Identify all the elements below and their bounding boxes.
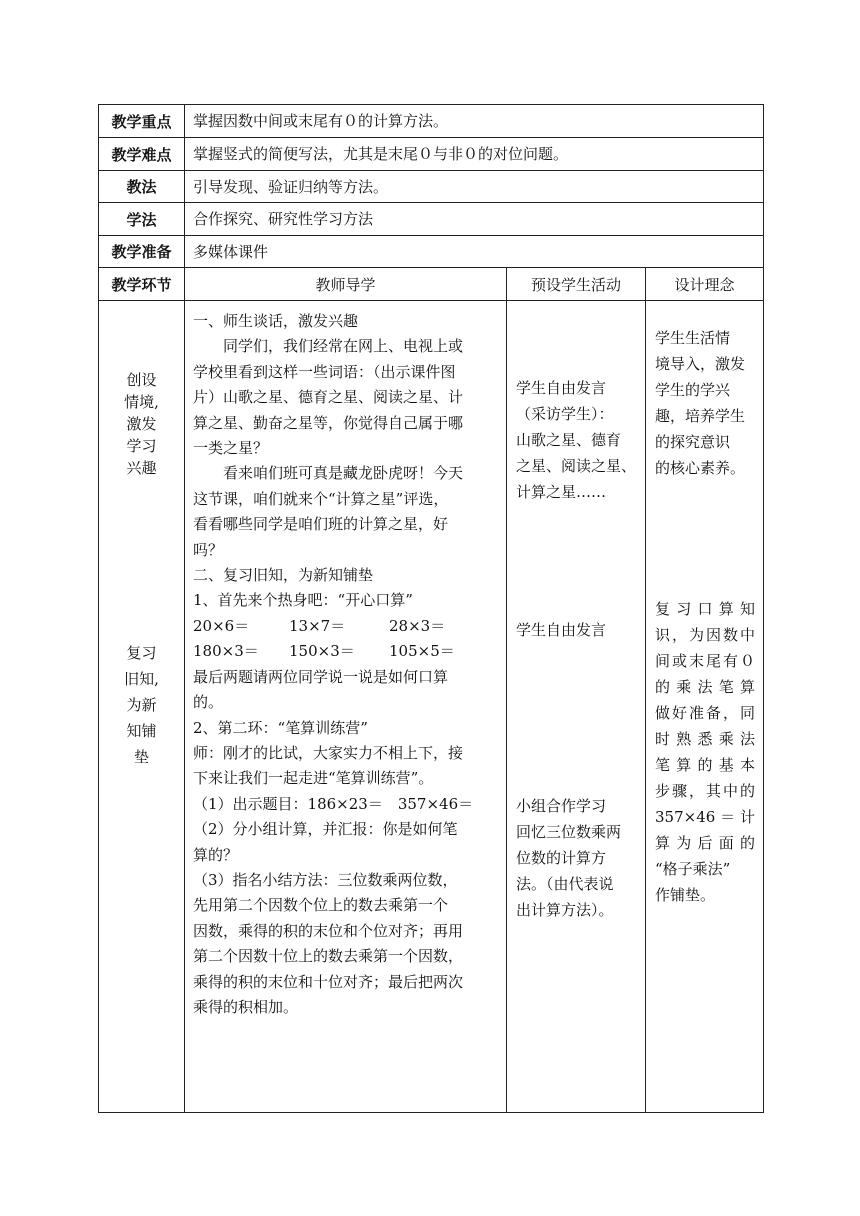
student-activity-2: 学生自由发言 [516, 621, 607, 639]
design-idea-2: 复习口算知 识，为因数中 间或末尾有０ 的乘法笔算 做好准备，同 时熟悉乘法 笔算的基本 步骤，其中的 357×46＝计 算为后面的 “格子乘法” 作铺垫。 [655, 600, 755, 904]
column-header-stage: 教学环节 [99, 268, 185, 301]
design-idea-cell [646, 301, 764, 1113]
stage-cell [99, 301, 185, 1113]
row-label-key-points: 教学重点 [99, 105, 185, 138]
table-row [99, 105, 764, 138]
row-value-teaching-method: 引导发现、验证归纳等方法。 [185, 171, 764, 203]
table-row [99, 171, 764, 203]
row-value-difficulties: 掌握竖式的简便写法，尤其是末尾０与非０的对位问题。 [185, 138, 764, 171]
section-heading-1: 一、师生谈话，激发兴趣 [193, 312, 359, 330]
row-value-learning-method: 合作探究、研究性学习方法 [185, 203, 764, 236]
column-header-student: 预设学生活动 [507, 268, 646, 301]
table-row [99, 203, 764, 236]
student-activity-1: 学生自由发言 （采访学生）： 山歌之星、德育 之星、阅读之星、 计算之星…… [516, 379, 637, 501]
teacher-guide-cell [185, 301, 507, 1113]
stage-1-label: 创设 情境, 激发 学习 兴趣 [124, 371, 159, 477]
design-idea-1: 学生生活情 境导入，激发 学生的学兴 趣，培养学生 的探究意识 的核心素养。 [655, 329, 746, 477]
section-heading-2: 二、复习旧知，为新知铺垫 [193, 566, 374, 585]
mental-math-row-2: 180×3＝ 150×3＝ 105×5＝ [193, 642, 455, 661]
student-activity-cell [507, 301, 646, 1113]
teacher-paragraph-2: 看来咱们班可真是藏龙卧虎呀！今天 这节课，咱们就来个“计算之星”评选， 看看哪些同学是咱们班的计算之星，好 吗？ [193, 464, 464, 559]
row-label-learning-method: 学法 [99, 203, 185, 236]
lesson-plan-table [98, 104, 764, 1113]
row-label-preparation: 教学准备 [99, 236, 185, 268]
teacher-paragraph-3: 最后两题请两位同学说一说是如何口算 的。 [193, 667, 449, 712]
table-row [99, 236, 764, 268]
row-label-difficulties: 教学难点 [99, 138, 185, 171]
row-value-preparation: 多媒体课件 [185, 236, 764, 268]
teacher-paragraph-1: 同学们，我们经常在网上、电视上或 学校里看到这样一些词语：（出示课件图 片）山歌之星、德育之星、阅读之星、计 算之星、勤奋之星等，你觉得自己属于哪 一类之星？ [193, 337, 464, 458]
stage-2-label: 复习 旧知, 为新 知铺 垫 [124, 644, 159, 766]
step-3: （3）指名小结方法：三位数乘两位数， 先用第二个因数个位上的数去乘第一个 因数，乘得的积的末位和个位对齐；再用 第二个因数十位上的数去乘第一个因数， 乘得的积的末位和十位对齐；最后把两次 乘得的积相加。 [193, 870, 464, 1016]
table-row [99, 138, 764, 171]
student-activity-3: 小组合作学习 回忆三位数乘两 位数的计算方 法。（由代表说 出计算方法）。 [516, 797, 622, 919]
warmup-line: 1、首先来个热身吧：“开心口算” [193, 591, 413, 610]
row-label-teaching-method: 教法 [99, 171, 185, 203]
table-row [99, 301, 764, 1113]
column-header-idea: 设计理念 [646, 268, 764, 301]
column-header-row [99, 268, 764, 301]
mental-math-row-1: 20×6＝ 13×7＝ 28×3＝ [193, 616, 446, 635]
step-2: （2）分小组计算，并汇报：你是如何笔 算的？ [193, 820, 458, 864]
column-header-teacher: 教师导学 [185, 268, 507, 301]
teacher-paragraph-4: 师：刚才的比试，大家实力不相上下，接 下来让我们一起走进“笔算训练营”。 [193, 743, 464, 788]
training-line: 2、第二环：“笔算训练营” [193, 718, 368, 737]
row-value-key-points: 掌握因数中间或末尾有０的计算方法。 [185, 105, 764, 138]
step-1: （1）出示题目：186×23＝ 357×46＝ [193, 794, 474, 813]
